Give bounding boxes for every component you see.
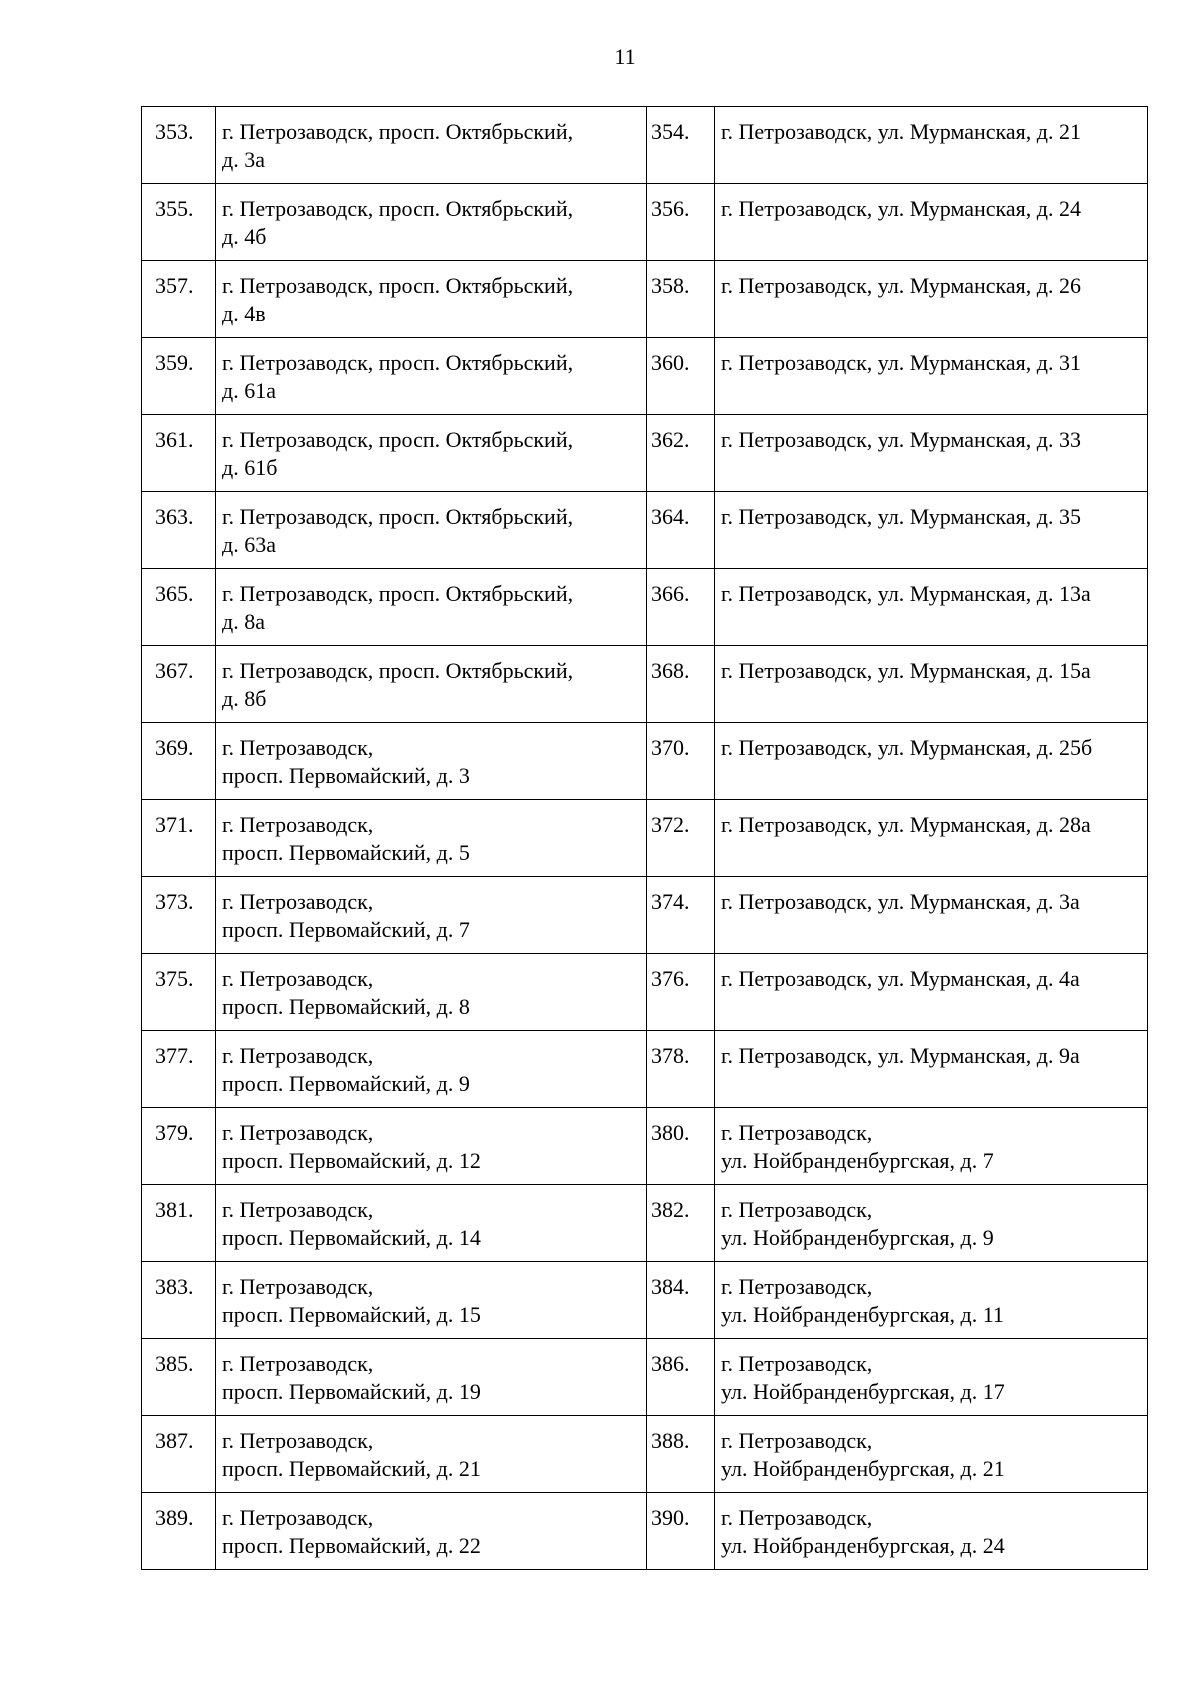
row-number: 380.: [647, 1108, 715, 1185]
address-cell: [715, 800, 1148, 877]
table-row: [142, 646, 1148, 723]
address-line: д. 8б: [222, 686, 267, 711]
row-number: 379.: [142, 1108, 216, 1185]
address-cell: [216, 415, 647, 492]
table-row: [142, 415, 1148, 492]
row-number: 372.: [647, 800, 715, 877]
row-number: 390.: [647, 1493, 715, 1570]
row-number: 370.: [647, 723, 715, 800]
address-line: г. Петрозаводск, ул. Мурманская, д. 9а: [721, 1043, 1080, 1068]
address-line: просп. Первомайский, д. 14: [222, 1225, 481, 1250]
table-row: [142, 800, 1148, 877]
address-line: г. Петрозаводск,: [721, 1274, 873, 1299]
address-cell: [216, 184, 647, 261]
address-line: г. Петрозаводск, ул. Мурманская, д. 33: [721, 427, 1081, 452]
address-cell: [715, 1262, 1148, 1339]
row-number: 367.: [142, 646, 216, 723]
table-row: [142, 1031, 1148, 1108]
address-cell: [216, 877, 647, 954]
address-line: г. Петрозаводск, просп. Октябрьский,: [222, 119, 574, 144]
address-line: д. 61б: [222, 455, 278, 480]
row-number: 382.: [647, 1185, 715, 1262]
table-row: [142, 1185, 1148, 1262]
address-line: г. Петрозаводск,: [721, 1351, 873, 1376]
row-number: 363.: [142, 492, 216, 569]
address-cell: [715, 338, 1148, 415]
row-number: 369.: [142, 723, 216, 800]
row-number: 371.: [142, 800, 216, 877]
table-row: [142, 1416, 1148, 1493]
address-cell: [715, 646, 1148, 723]
row-number: 373.: [142, 877, 216, 954]
row-number: 385.: [142, 1339, 216, 1416]
table-row: [142, 954, 1148, 1031]
address-cell: [216, 1416, 647, 1493]
address-line: д. 8а: [222, 609, 265, 634]
address-cell: [715, 569, 1148, 646]
row-number: 355.: [142, 184, 216, 261]
row-number: 375.: [142, 954, 216, 1031]
address-cell: [715, 184, 1148, 261]
address-cell: [216, 1108, 647, 1185]
address-line: д. 4б: [222, 224, 267, 249]
address-line: г. Петрозаводск,: [721, 1120, 873, 1145]
address-cell: [715, 1339, 1148, 1416]
table-row: [142, 107, 1148, 184]
table-row: [142, 261, 1148, 338]
address-line: просп. Первомайский, д. 22: [222, 1533, 481, 1558]
table-row: [142, 338, 1148, 415]
address-line: г. Петрозаводск, просп. Октябрьский,: [222, 196, 574, 221]
address-line: г. Петрозаводск,: [222, 812, 374, 837]
address-line: г. Петрозаводск, ул. Мурманская, д. 3а: [721, 889, 1080, 914]
table-row: [142, 877, 1148, 954]
row-number: 354.: [647, 107, 715, 184]
address-line: г. Петрозаводск, ул. Мурманская, д. 21: [721, 119, 1081, 144]
address-table-body: [142, 107, 1148, 1570]
address-line: г. Петрозаводск, ул. Мурманская, д. 28а: [721, 812, 1091, 837]
row-number: 381.: [142, 1185, 216, 1262]
address-cell: [715, 415, 1148, 492]
address-line: г. Петрозаводск, просп. Октябрьский,: [222, 581, 574, 606]
address-cell: [216, 1185, 647, 1262]
address-line: просп. Первомайский, д. 5: [222, 840, 470, 865]
address-cell: [715, 723, 1148, 800]
address-line: д. 63а: [222, 532, 276, 557]
row-number: 374.: [647, 877, 715, 954]
row-number: 378.: [647, 1031, 715, 1108]
address-line: ул. Нойбранденбургская, д. 24: [721, 1533, 1005, 1558]
row-number: 358.: [647, 261, 715, 338]
address-line: г. Петрозаводск, просп. Октябрьский,: [222, 504, 574, 529]
row-number: 357.: [142, 261, 216, 338]
address-cell: [216, 1262, 647, 1339]
table-row: [142, 1262, 1148, 1339]
table-row: [142, 1493, 1148, 1570]
address-line: г. Петрозаводск, ул. Мурманская, д. 26: [721, 273, 1081, 298]
row-number: 388.: [647, 1416, 715, 1493]
address-line: ул. Нойбранденбургская, д. 7: [721, 1148, 994, 1173]
address-line: г. Петрозаводск, ул. Мурманская, д. 31: [721, 350, 1081, 375]
address-line: просп. Первомайский, д. 21: [222, 1456, 481, 1481]
address-cell: [216, 261, 647, 338]
address-line: д. 3а: [222, 147, 265, 172]
address-line: г. Петрозаводск, ул. Мурманская, д. 13а: [721, 581, 1091, 606]
address-line: г. Петрозаводск, просп. Октябрьский,: [222, 273, 574, 298]
address-cell: [216, 646, 647, 723]
address-line: просп. Первомайский, д. 9: [222, 1071, 470, 1096]
address-line: д. 61а: [222, 378, 276, 403]
row-number: 389.: [142, 1493, 216, 1570]
row-number: 360.: [647, 338, 715, 415]
row-number: 362.: [647, 415, 715, 492]
row-number: 361.: [142, 415, 216, 492]
address-line: г. Петрозаводск,: [222, 735, 374, 760]
address-line: г. Петрозаводск,: [721, 1428, 873, 1453]
address-cell: [216, 954, 647, 1031]
table-row: [142, 723, 1148, 800]
address-line: г. Петрозаводск, ул. Мурманская, д. 15а: [721, 658, 1091, 683]
address-cell: [715, 1416, 1148, 1493]
address-line: г. Петрозаводск,: [222, 1197, 374, 1222]
row-number: 364.: [647, 492, 715, 569]
address-cell: [715, 954, 1148, 1031]
row-number: 356.: [647, 184, 715, 261]
address-cell: [715, 1108, 1148, 1185]
address-line: г. Петрозаводск,: [721, 1505, 873, 1530]
row-number: 366.: [647, 569, 715, 646]
address-line: г. Петрозаводск, ул. Мурманская, д. 25б: [721, 735, 1093, 760]
address-line: ул. Нойбранденбургская, д. 21: [721, 1456, 1005, 1481]
table-row: [142, 492, 1148, 569]
address-cell: [715, 261, 1148, 338]
address-line: ул. Нойбранденбургская, д. 11: [721, 1302, 1004, 1327]
address-line: просп. Первомайский, д. 8: [222, 994, 470, 1019]
row-number: 384.: [647, 1262, 715, 1339]
address-line: просп. Первомайский, д. 3: [222, 763, 470, 788]
address-line: г. Петрозаводск,: [222, 1274, 374, 1299]
address-line: г. Петрозаводск,: [222, 1120, 374, 1145]
row-number: 353.: [142, 107, 216, 184]
row-number: 383.: [142, 1262, 216, 1339]
page-number: 11: [614, 44, 636, 69]
address-cell: [216, 1493, 647, 1570]
address-line: г. Петрозаводск,: [222, 1428, 374, 1453]
address-line: г. Петрозаводск,: [222, 1505, 374, 1530]
address-line: г. Петрозаводск, просп. Октябрьский,: [222, 350, 574, 375]
address-line: ул. Нойбранденбургская, д. 17: [721, 1379, 1005, 1404]
table-row: [142, 569, 1148, 646]
address-line: г. Петрозаводск, просп. Октябрьский,: [222, 427, 574, 452]
address-line: ул. Нойбранденбургская, д. 9: [721, 1225, 994, 1250]
row-number: 386.: [647, 1339, 715, 1416]
address-cell: [216, 1339, 647, 1416]
address-line: д. 4в: [222, 301, 266, 326]
address-table: [141, 106, 1148, 1570]
table-row: [142, 184, 1148, 261]
address-cell: [216, 723, 647, 800]
row-number: 368.: [647, 646, 715, 723]
address-cell: [715, 1493, 1148, 1570]
address-cell: [216, 338, 647, 415]
table-row: [142, 1108, 1148, 1185]
address-line: просп. Первомайский, д. 15: [222, 1302, 481, 1327]
address-cell: [216, 1031, 647, 1108]
address-line: г. Петрозаводск, ул. Мурманская, д. 4а: [721, 966, 1080, 991]
address-cell: [715, 1031, 1148, 1108]
address-line: г. Петрозаводск,: [721, 1197, 873, 1222]
address-line: просп. Первомайский, д. 7: [222, 917, 470, 942]
table-row: [142, 1339, 1148, 1416]
address-cell: [715, 877, 1148, 954]
address-line: просп. Первомайский, д. 19: [222, 1379, 481, 1404]
address-cell: [715, 1185, 1148, 1262]
address-line: г. Петрозаводск,: [222, 1351, 374, 1376]
address-cell: [216, 107, 647, 184]
address-line: г. Петрозаводск, ул. Мурманская, д. 24: [721, 196, 1081, 221]
address-cell: [216, 569, 647, 646]
address-cell: [715, 492, 1148, 569]
address-line: г. Петрозаводск, ул. Мурманская, д. 35: [721, 504, 1081, 529]
row-number: 387.: [142, 1416, 216, 1493]
address-cell: [216, 800, 647, 877]
address-line: г. Петрозаводск, просп. Октябрьский,: [222, 658, 574, 683]
address-line: г. Петрозаводск,: [222, 966, 374, 991]
row-number: 377.: [142, 1031, 216, 1108]
address-line: г. Петрозаводск,: [222, 1043, 374, 1068]
row-number: 376.: [647, 954, 715, 1031]
row-number: 359.: [142, 338, 216, 415]
address-line: г. Петрозаводск,: [222, 889, 374, 914]
address-line: просп. Первомайский, д. 12: [222, 1148, 481, 1173]
row-number: 365.: [142, 569, 216, 646]
address-cell: [715, 107, 1148, 184]
address-cell: [216, 492, 647, 569]
